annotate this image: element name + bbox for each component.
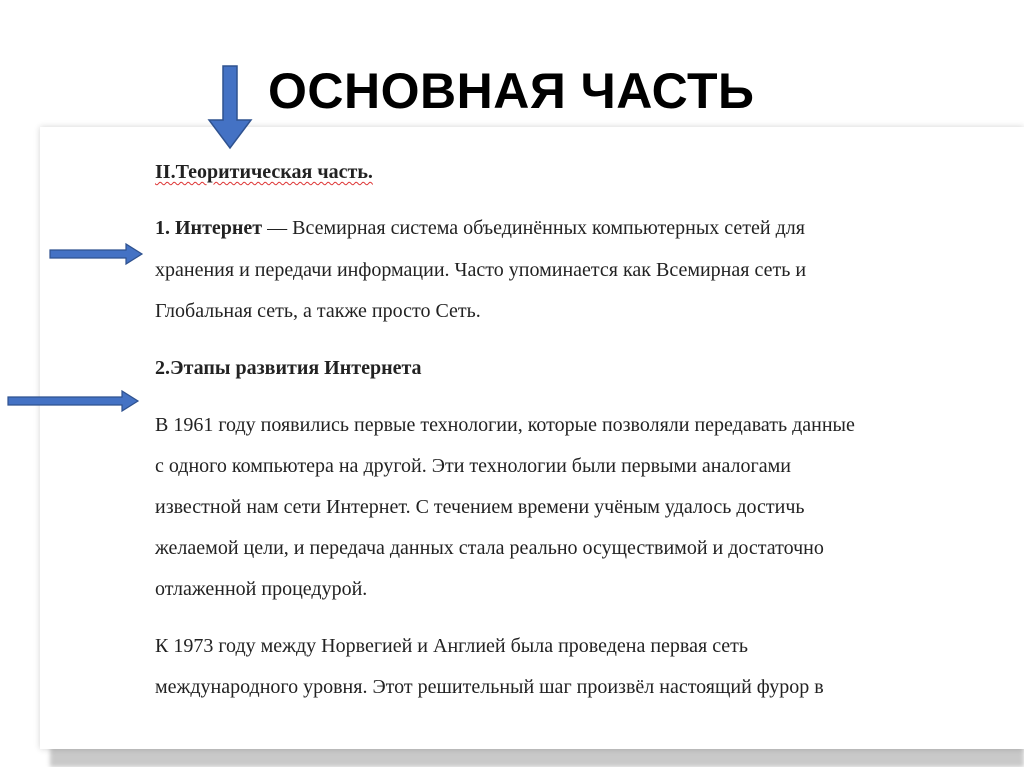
paragraph-3-line-2: международного уровня. Этот решительный шаг произвёл настоящий фурор в	[155, 676, 824, 698]
section-heading-text: II.Теоритическая часть.	[155, 161, 373, 183]
slide-title: ОСНОВНАЯ ЧАСТЬ	[268, 63, 755, 119]
paragraph-2-line-5: отлаженной процедурой.	[155, 578, 368, 600]
arrow-right-icon	[48, 241, 144, 267]
paragraph-2-line-1: В 1961 году появились первые технологии, которые позволяли передавать данные	[155, 414, 855, 436]
paragraph-1-line-3: Глобальная сеть, а также просто Сеть.	[155, 300, 481, 322]
paragraph-3-line-1: К 1973 году между Норвегией и Англией была проведена первая сеть	[155, 635, 749, 657]
section-heading	[155, 160, 373, 184]
paragraph-2-line-4: желаемой цели, и передача данных стала реально осуществимой и достаточно	[155, 537, 824, 559]
paragraph-1-term: 1. Интернет	[155, 217, 263, 239]
arrow-down-icon	[206, 64, 254, 150]
subheading-2: 2.Этапы развития Интернета	[155, 357, 422, 379]
paragraph-2-line-3: известной нам сети Интернет. С течением времени учёным удалось достичь	[155, 496, 805, 518]
paragraph-1-line-2: хранения и передачи информации. Часто упоминается как Всемирная сеть и	[155, 259, 807, 281]
paragraph-1-line-1	[155, 216, 805, 240]
paragraph-2-line-2: с одного компьютера на другой. Эти технологии были первыми аналогами	[155, 455, 791, 477]
arrow-right-icon	[6, 388, 140, 414]
paragraph-1-line-1-text: — Всемирная система объединённых компьютерных сетей для	[262, 217, 805, 239]
